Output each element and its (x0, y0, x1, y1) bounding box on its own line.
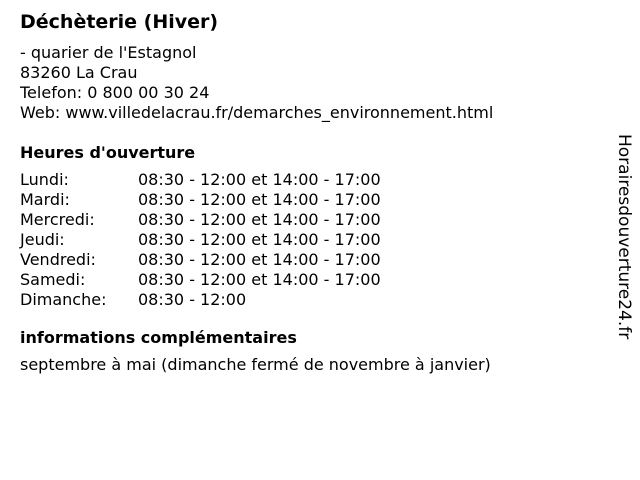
hours-time: 08:30 - 12:00 et 14:00 - 17:00 (138, 190, 381, 209)
address-block (20, 43, 600, 123)
address-city: 83260 La Crau (20, 63, 138, 82)
hours-day: Dimanche: (20, 290, 107, 309)
hours-row (20, 290, 600, 310)
info-heading: informations complémentaires (20, 328, 297, 347)
hours-heading: Heures d'ouverture (20, 143, 196, 162)
hours-row (20, 170, 600, 190)
info-text: septembre à mai (dimanche fermé de novembre à janvier) (20, 355, 491, 374)
hours-day: Mercredi: (20, 210, 95, 229)
site-watermark: Horairesdouverture24.fr (614, 134, 634, 340)
hours-time: 08:30 - 12:00 et 14:00 - 17:00 (138, 170, 381, 189)
hours-time: 08:30 - 12:00 et 14:00 - 17:00 (138, 270, 381, 289)
hours-time: 08:30 - 12:00 et 14:00 - 17:00 (138, 210, 381, 229)
hours-time: 08:30 - 12:00 et 14:00 - 17:00 (138, 250, 381, 269)
hours-time: 08:30 - 12:00 et 14:00 - 17:00 (138, 230, 381, 249)
hours-day: Jeudi: (20, 230, 65, 249)
hours-row (20, 230, 600, 250)
hours-row (20, 250, 600, 270)
hours-day: Vendredi: (20, 250, 96, 269)
main-content (20, 9, 600, 375)
hours-row (20, 210, 600, 230)
hours-day: Lundi: (20, 170, 69, 189)
website-link[interactable]: Web: www.villedelacrau.fr/demarches_environnement.html (20, 103, 494, 122)
page-title: Déchèterie (Hiver) (20, 11, 219, 33)
hours-row (20, 190, 600, 210)
hours-day: Mardi: (20, 190, 70, 209)
hours-table (20, 170, 600, 310)
hours-day: Samedi: (20, 270, 86, 289)
address-street: - quarier de l'Estagnol (20, 43, 197, 62)
hours-time: 08:30 - 12:00 (138, 290, 247, 309)
phone-number[interactable]: Telefon: 0 800 00 30 24 (20, 83, 210, 102)
hours-row (20, 270, 600, 290)
